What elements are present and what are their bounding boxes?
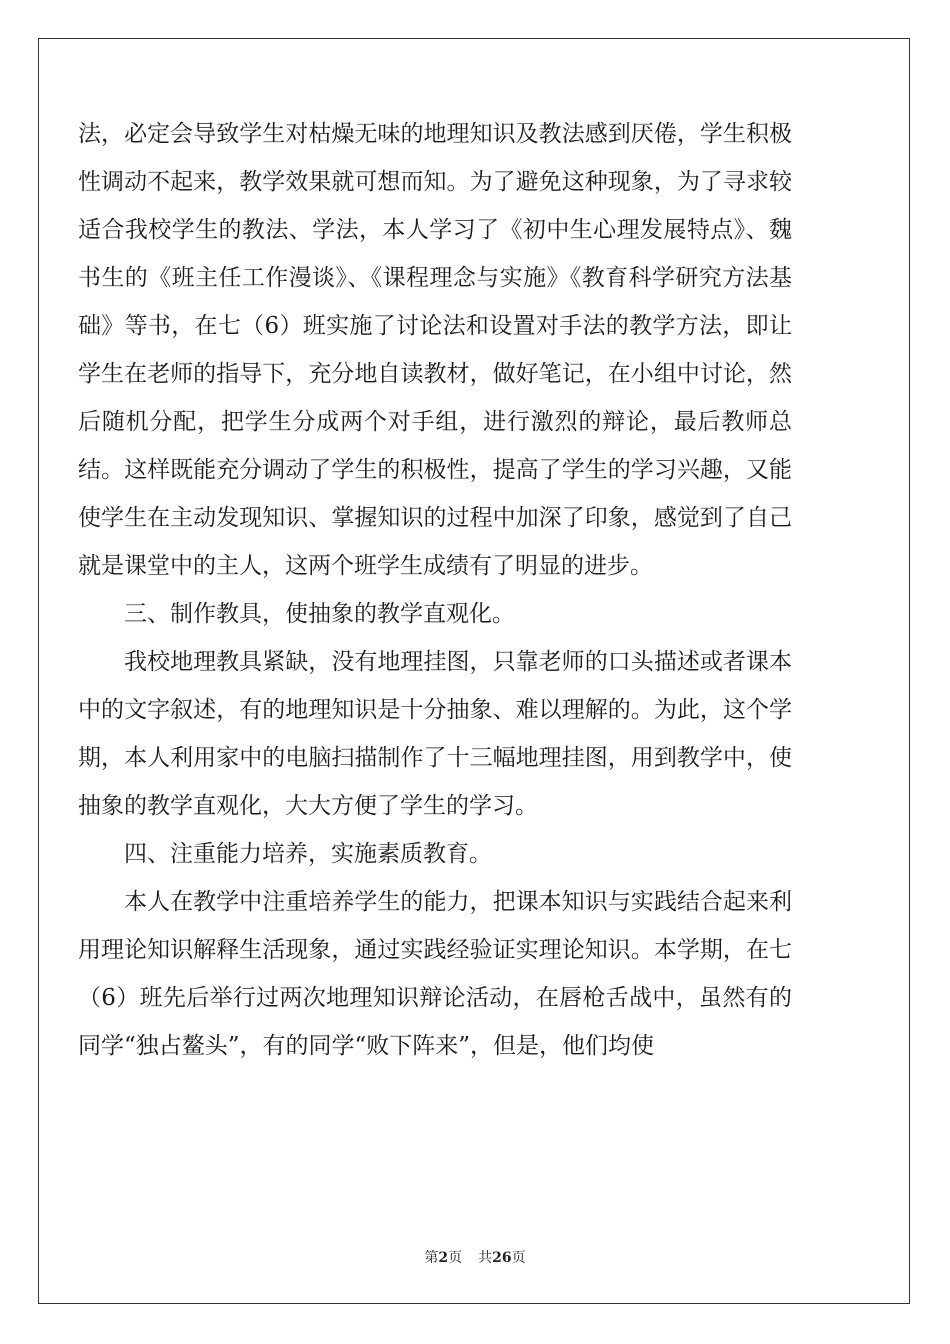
section-heading-three: 三、制作教具，使抽象的教学直观化。 — [124, 601, 515, 627]
total-page-count: 26 — [492, 1250, 512, 1266]
section-heading-four: 四、注重能力培养，实施素质教育。 — [124, 841, 492, 867]
paragraph-teaching-aids: 我校地理教具紧缺，没有地理挂图，只靠老师的口头描述或者课本中的文字叙述，有的地理知识是十分抽象、难以理解的。为此，这个学期，本人利用家中的电脑扫描制作了十三幅地理挂图，用到教学中，使抽象的教学直观化，大大方便了学生的学习。 — [78, 649, 792, 819]
page-suffix: 页 — [448, 1250, 463, 1266]
page-footer — [0, 1247, 950, 1267]
total-prefix: 共 — [478, 1250, 493, 1266]
current-page-number: 2 — [438, 1250, 449, 1266]
paragraph-continuation: 法，必定会导致学生对枯燥无味的地理知识及教法感到厌倦，学生积极性调动不起来，教学效果就可想而知。为了避免这种现象，为了寻求较适合我校学生的教法、学法，本人学习了《初中生心理发展特点》、魏书生的《班主任工作漫谈》、《课程理念与实施》《教育科学研究方法基础》等书，在七（6）班实施了讨论法和设置对手法的教学方法，即让学生在老师的指导下，充分地自读教材，做好笔记，在小组中讨论，然后随机分配，把学生分成两个对手组，进行激烈的辩论，最后教师总结。这样既能充分调动了学生的积极性，提高了学生的学习兴趣，又能使学生在主动发现知识、掌握知识的过程中加深了印象，感觉到了自己就是课堂中的主人，这两个班学生成绩有了明显的进步。 — [78, 121, 792, 579]
document-body — [78, 110, 792, 1070]
page-prefix: 第 — [424, 1250, 439, 1266]
total-suffix: 页 — [511, 1250, 526, 1266]
paragraph-ability-training: 本人在教学中注重培养学生的能力，把课本知识与实践结合起来利用理论知识解释生活现象，通过实践经验证实理论知识。本学期，在七（6）班先后举行过两次地理知识辩论活动，在唇枪舌战中，虽然有的同学“独占鳌头”，有的同学“败下阵来”，但是，他们均使 — [78, 889, 792, 1059]
